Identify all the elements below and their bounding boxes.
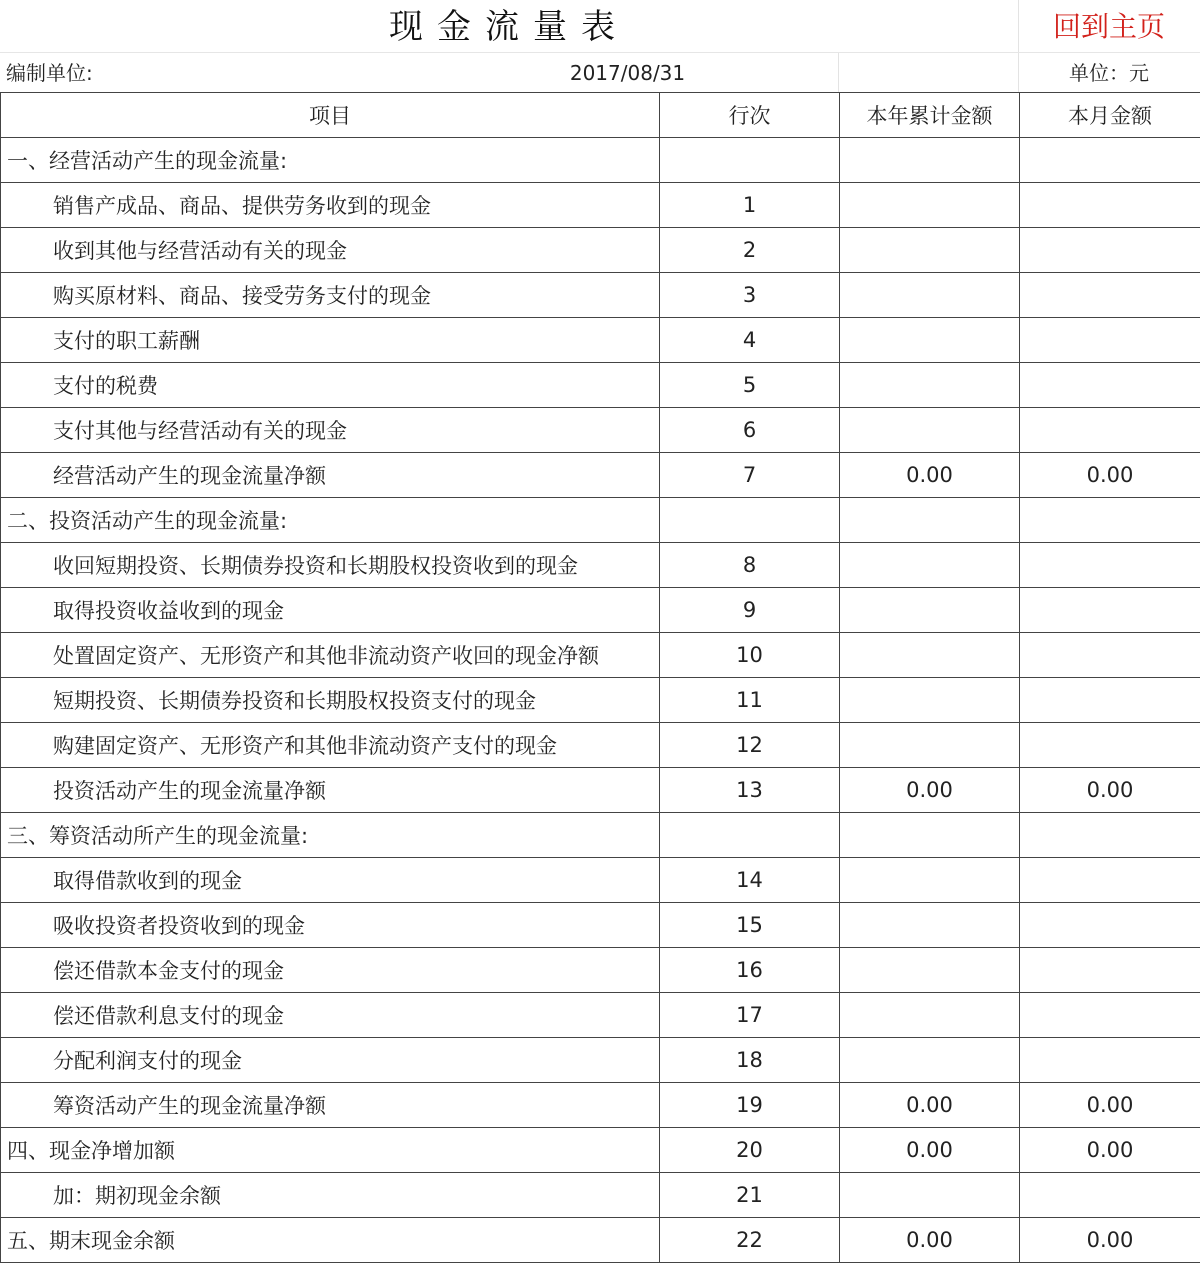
row-ytd-amount (840, 813, 1020, 858)
table-row (1, 363, 1200, 408)
row-month-amount (1020, 903, 1200, 948)
table-row (1, 273, 1200, 318)
row-ytd-amount: 0.00 (840, 1128, 1020, 1173)
row-item-label: 筹资活动产生的现金流量净额 (1, 1083, 660, 1128)
row-line-number: 3 (660, 273, 840, 318)
row-month-amount (1020, 633, 1200, 678)
table-row (1, 633, 1200, 678)
row-item-label: 短期投资、长期债券投资和长期股权投资支付的现金 (1, 678, 660, 723)
org-label: 编制单位: (6, 61, 93, 85)
row-item-label: 收回短期投资、长期债券投资和长期股权投资收到的现金 (1, 543, 660, 588)
table-row (1, 408, 1200, 453)
row-ytd-amount (840, 948, 1020, 993)
row-ytd-amount (840, 273, 1020, 318)
title-row (0, 0, 1200, 52)
row-item-label: 销售产成品、商品、提供劳务收到的现金 (1, 183, 660, 228)
row-month-amount (1020, 138, 1200, 183)
meta-row (0, 52, 1200, 93)
row-ytd-amount: 0.00 (840, 768, 1020, 813)
row-line-number: 20 (660, 1128, 840, 1173)
row-month-amount (1020, 813, 1200, 858)
row-month-amount (1020, 543, 1200, 588)
table-row (1, 723, 1200, 768)
table-row (1, 768, 1200, 813)
table-row (1, 453, 1200, 498)
row-ytd-amount (840, 1173, 1020, 1218)
row-line-number: 9 (660, 588, 840, 633)
row-ytd-amount (840, 858, 1020, 903)
row-item-label: 购建固定资产、无形资产和其他非流动资产支付的现金 (1, 723, 660, 768)
row-item-label: 偿还借款本金支付的现金 (1, 948, 660, 993)
row-line-number: 19 (660, 1083, 840, 1128)
row-month-amount (1020, 408, 1200, 453)
row-ytd-amount (840, 318, 1020, 363)
row-item-label: 取得借款收到的现金 (1, 858, 660, 903)
row-line-number: 4 (660, 318, 840, 363)
table-row (1, 813, 1200, 858)
meta-divider-1 (838, 53, 839, 93)
table-row (1, 498, 1200, 543)
row-line-number: 5 (660, 363, 840, 408)
column-header-ytd: 本年累计金额 (840, 93, 1020, 138)
row-line-number: 11 (660, 678, 840, 723)
table-row (1, 948, 1200, 993)
row-month-amount (1020, 588, 1200, 633)
row-ytd-amount (840, 723, 1020, 768)
row-item-label: 加：期初现金余额 (1, 1173, 660, 1218)
row-line-number (660, 498, 840, 543)
row-ytd-amount (840, 1038, 1020, 1083)
table-row (1, 588, 1200, 633)
column-header-line: 行次 (660, 93, 840, 138)
row-line-number: 22 (660, 1218, 840, 1263)
row-item-label: 经营活动产生的现金流量净额 (1, 453, 660, 498)
row-item-label: 三、筹资活动所产生的现金流量: (1, 813, 660, 858)
row-month-amount (1020, 678, 1200, 723)
row-month-amount (1020, 318, 1200, 363)
table-body (1, 138, 1200, 1263)
row-month-amount (1020, 993, 1200, 1038)
row-line-number: 15 (660, 903, 840, 948)
table-row (1, 1083, 1200, 1128)
row-month-amount (1020, 228, 1200, 273)
table-row (1, 1128, 1200, 1173)
row-month-amount (1020, 723, 1200, 768)
cash-flow-table (0, 92, 1200, 1263)
table-row (1, 993, 1200, 1038)
row-line-number (660, 813, 840, 858)
row-month-amount: 0.00 (1020, 768, 1200, 813)
row-item-label: 偿还借款利息支付的现金 (1, 993, 660, 1038)
row-ytd-amount (840, 498, 1020, 543)
row-item-label: 一、经营活动产生的现金流量: (1, 138, 660, 183)
row-item-label: 支付的职工薪酬 (1, 318, 660, 363)
row-ytd-amount (840, 138, 1020, 183)
row-item-label: 购买原材料、商品、接受劳务支付的现金 (1, 273, 660, 318)
column-header-item: 项目 (1, 93, 660, 138)
row-month-amount: 0.00 (1020, 1218, 1200, 1263)
row-item-label: 投资活动产生的现金流量净额 (1, 768, 660, 813)
home-link[interactable]: 回到主页 (1052, 10, 1165, 43)
row-line-number: 2 (660, 228, 840, 273)
row-item-label: 支付的税费 (1, 363, 660, 408)
row-ytd-amount (840, 633, 1020, 678)
table-row (1, 138, 1200, 183)
row-ytd-amount (840, 588, 1020, 633)
report-date: 2017/08/31 (569, 61, 686, 85)
row-line-number: 1 (660, 183, 840, 228)
row-line-number: 8 (660, 543, 840, 588)
row-item-label: 支付其他与经营活动有关的现金 (1, 408, 660, 453)
row-item-label: 取得投资收益收到的现金 (1, 588, 660, 633)
table-row (1, 858, 1200, 903)
row-ytd-amount (840, 993, 1020, 1038)
table-row (1, 1218, 1200, 1263)
row-line-number: 17 (660, 993, 840, 1038)
row-line-number: 6 (660, 408, 840, 453)
table-row (1, 903, 1200, 948)
row-item-label: 吸收投资者投资收到的现金 (1, 903, 660, 948)
table-row (1, 228, 1200, 273)
row-line-number: 7 (660, 453, 840, 498)
page-title: 现金流量表 (389, 7, 629, 47)
row-ytd-amount (840, 183, 1020, 228)
row-month-amount: 0.00 (1020, 1083, 1200, 1128)
table-row (1, 543, 1200, 588)
row-ytd-amount: 0.00 (840, 1083, 1020, 1128)
column-header-month: 本月金额 (1020, 93, 1200, 138)
row-item-label: 分配利润支付的现金 (1, 1038, 660, 1083)
table-row (1, 1038, 1200, 1083)
table-header-row (1, 93, 1200, 138)
row-line-number: 18 (660, 1038, 840, 1083)
row-item-label: 四、现金净增加额 (1, 1128, 660, 1173)
row-line-number: 10 (660, 633, 840, 678)
row-ytd-amount: 0.00 (840, 1218, 1020, 1263)
row-ytd-amount (840, 228, 1020, 273)
row-ytd-amount (840, 903, 1020, 948)
table-row (1, 1173, 1200, 1218)
row-month-amount (1020, 1173, 1200, 1218)
row-line-number: 21 (660, 1173, 840, 1218)
row-line-number: 13 (660, 768, 840, 813)
table-row (1, 318, 1200, 363)
row-item-label: 二、投资活动产生的现金流量: (1, 498, 660, 543)
row-ytd-amount: 0.00 (840, 453, 1020, 498)
row-month-amount (1020, 183, 1200, 228)
row-month-amount: 0.00 (1020, 453, 1200, 498)
row-item-label: 五、期末现金余额 (1, 1218, 660, 1263)
row-month-amount (1020, 498, 1200, 543)
row-month-amount (1020, 1038, 1200, 1083)
row-month-amount (1020, 858, 1200, 903)
row-ytd-amount (840, 678, 1020, 723)
row-ytd-amount (840, 408, 1020, 453)
row-month-amount: 0.00 (1020, 1128, 1200, 1173)
row-month-amount (1020, 273, 1200, 318)
row-ytd-amount (840, 363, 1020, 408)
unit-label: 单位：元 (1069, 61, 1149, 85)
row-item-label: 处置固定资产、无形资产和其他非流动资产收回的现金净额 (1, 633, 660, 678)
table-row (1, 678, 1200, 723)
row-line-number: 16 (660, 948, 840, 993)
table-row (1, 183, 1200, 228)
row-line-number (660, 138, 840, 183)
row-item-label: 收到其他与经营活动有关的现金 (1, 228, 660, 273)
row-line-number: 14 (660, 858, 840, 903)
row-ytd-amount (840, 543, 1020, 588)
row-month-amount (1020, 948, 1200, 993)
row-month-amount (1020, 363, 1200, 408)
row-line-number: 12 (660, 723, 840, 768)
